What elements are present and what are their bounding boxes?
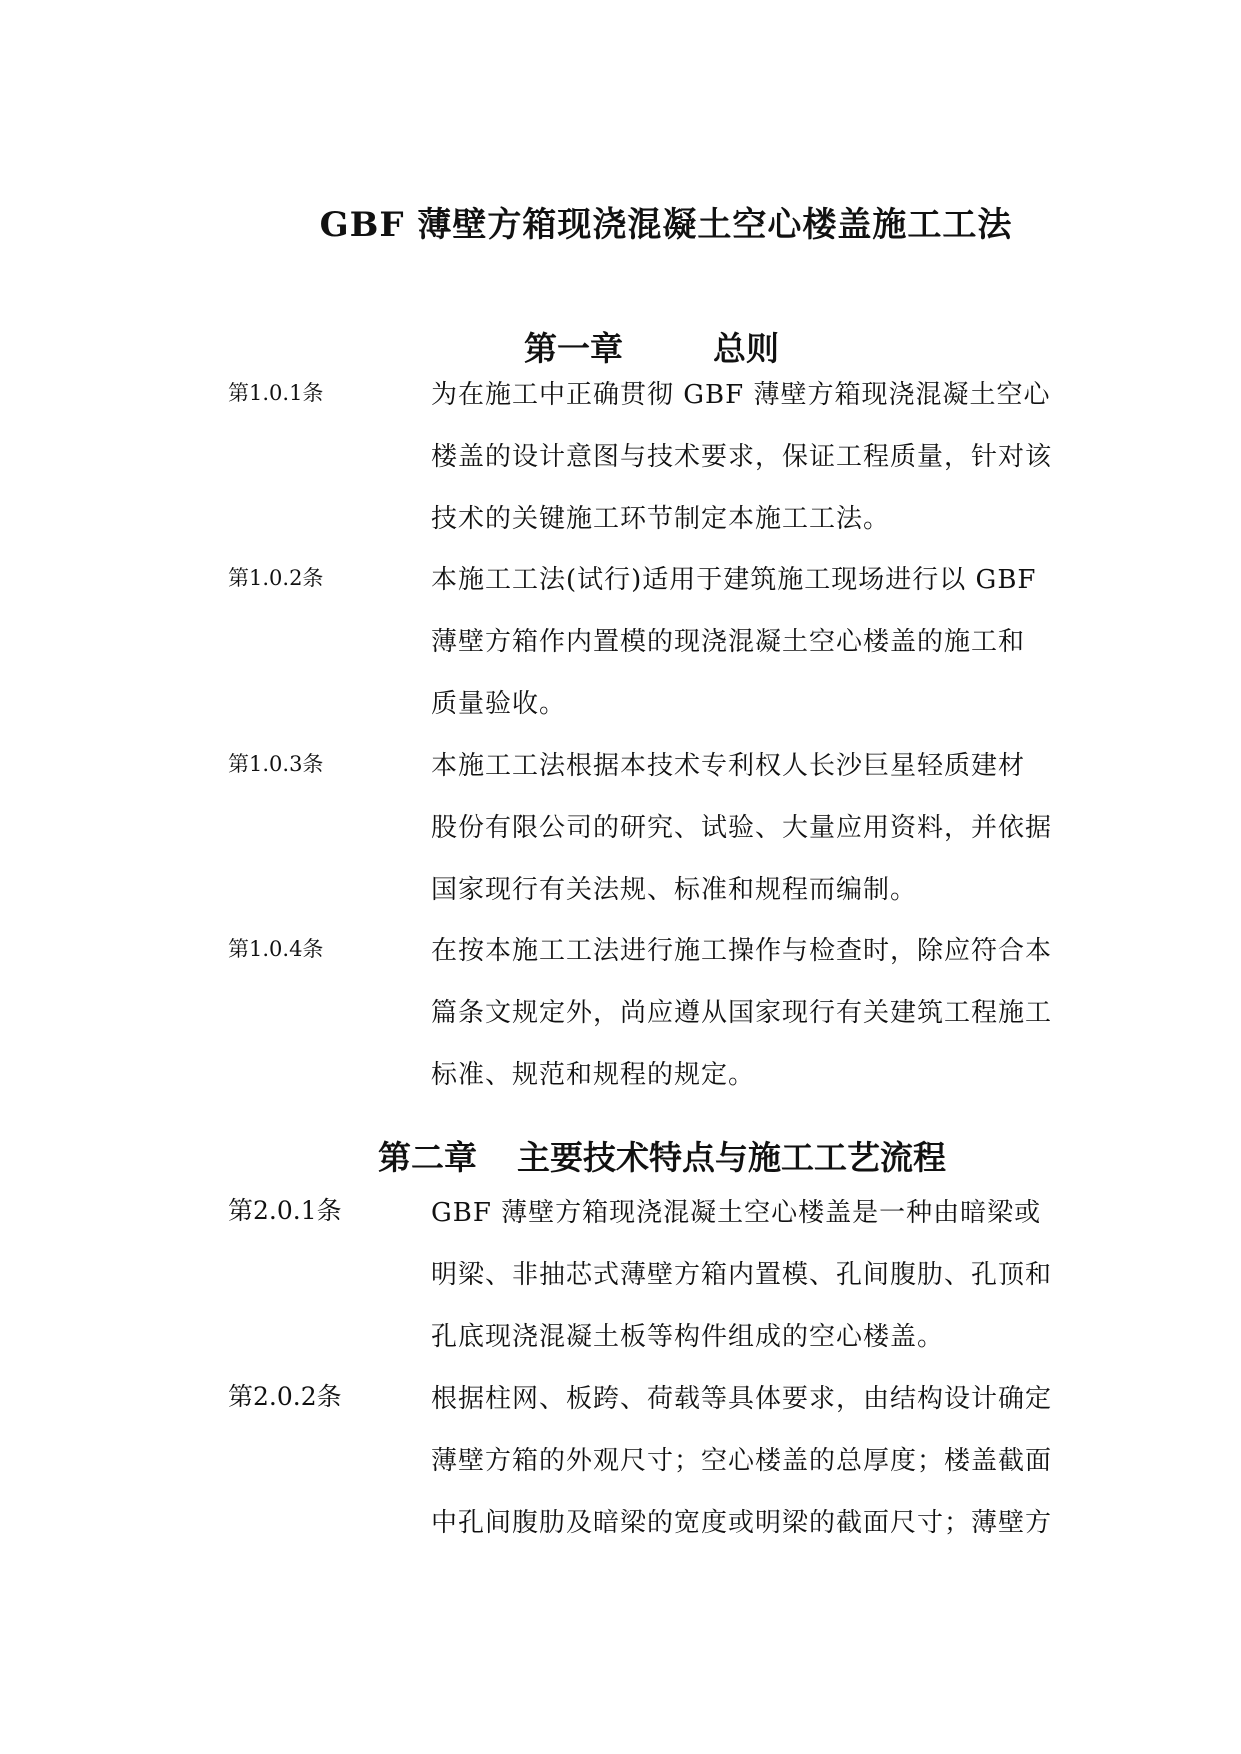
article-text [431, 1368, 1111, 1554]
article-line: 楼盖的设计意图与技术要求，保证工程质量，针对该 [431, 442, 1053, 472]
article-label: 第1.0.1条 [228, 381, 324, 405]
article-line: 中孔间腹肋及暗梁的宽度或明梁的截面尺寸；薄壁方 [431, 1508, 1053, 1538]
article-line: 技术的关键施工环节制定本施工工法。 [431, 504, 891, 534]
article-label: 第1.0.4条 [228, 937, 324, 961]
chapter-2-number: 第二章 [378, 1138, 477, 1177]
article-line: 为在施工中正确贯彻 GBF 薄壁方箱现浇混凝土空心 [431, 380, 1051, 410]
article-line: 薄壁方箱作内置模的现浇混凝土空心楼盖的施工和 [431, 627, 1026, 657]
article-line: 国家现行有关法规、标准和规程而编制。 [431, 875, 918, 905]
article-text [431, 549, 1111, 735]
article-label: 第2.0.1条 [228, 1196, 342, 1225]
article-label: 第2.0.2条 [228, 1382, 342, 1411]
article-line: 明梁、非抽芯式薄壁方箱内置模、孔间腹肋、孔顶和 [431, 1260, 1053, 1290]
article-line: 本施工工法根据本技术专利权人长沙巨星轻质建材 [431, 751, 1026, 781]
article-line: 本施工工法(试行)适用于建筑施工现场进行以 GBF [431, 565, 1037, 595]
chapter-1-number: 第一章 [524, 329, 623, 368]
article-text [431, 735, 1111, 921]
article-line: 孔底现浇混凝土板等构件组成的空心楼盖。 [431, 1322, 945, 1352]
article-line: GBF 薄壁方箱现浇混凝土空心楼盖是一种由暗梁或 [431, 1198, 1042, 1228]
article-text [431, 920, 1111, 1106]
chapter-2-title: 主要技术特点与施工工艺流程 [517, 1138, 946, 1177]
article-label: 第1.0.3条 [228, 752, 324, 776]
article-line: 薄壁方箱的外观尺寸；空心楼盖的总厚度；楼盖截面 [431, 1446, 1053, 1476]
article-line: 在按本施工工法进行施工操作与检查时，除应符合本 [431, 936, 1053, 966]
article-label: 第1.0.2条 [228, 566, 324, 590]
chapter-2-heading [378, 1133, 946, 1183]
chapter-1-title: 总则 [713, 329, 779, 368]
article-text [431, 1182, 1111, 1368]
article-line: 根据柱网、板跨、荷载等具体要求，由结构设计确定 [431, 1384, 1053, 1414]
article-line: 股份有限公司的研究、试验、大量应用资料，并依据 [431, 813, 1053, 843]
article-line: 标准、规范和规程的规定。 [431, 1060, 756, 1090]
article-line: 质量验收。 [431, 689, 567, 719]
document-title: GBF 薄壁方箱现浇混凝土空心楼盖施工工法 [319, 205, 1013, 245]
article-line: 篇条文规定外，尚应遵从国家现行有关建筑工程施工 [431, 998, 1053, 1028]
article-text [431, 364, 1111, 550]
